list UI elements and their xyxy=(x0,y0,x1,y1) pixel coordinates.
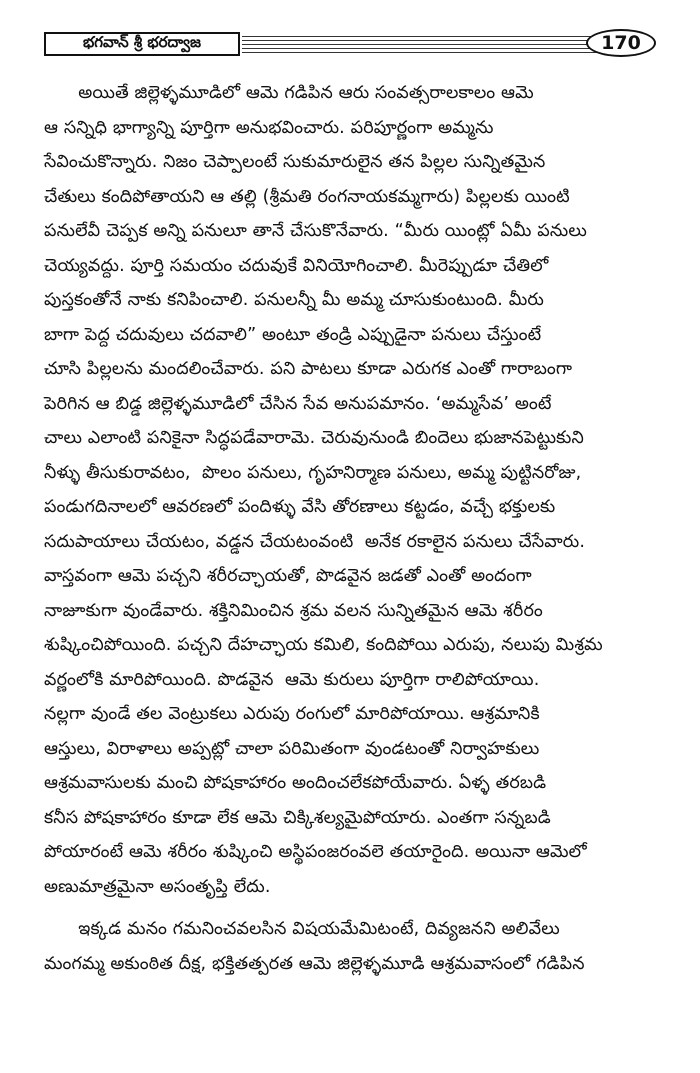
text-line: చూసి పిల్లలను మందలించేవారు. పని పాటలు కూడా ఎరుగక ఎంతో గారాబంగా xyxy=(44,359,573,379)
text-line: పనులేవీ చెప్పక అన్ని పనులూ తానే చేసుకొనేవారు. “మీరు యింట్లో ఏమీ పనులు xyxy=(44,221,587,241)
page-body xyxy=(44,76,658,981)
text-line: వాస్తవంగా ఆమె పచ్చని శరీరచ్ఛాయతో, పొడవైన జడతో ఎంతో అందంగా xyxy=(44,566,532,586)
text-line: ఆ సన్నిధి భాగ్యాన్ని పూర్తిగా అనుభవించారు. పరిపూర్ణంగా అమ్మను xyxy=(44,117,494,138)
text-line: నల్లగా వుండే తల వెంట్రుకలు ఎరుపు రంగులో మారిపోయాయి. ఆశ్రమానికి xyxy=(44,704,540,724)
text-line: బాగా పెద్ద చదువులు చదవాలి” అంటూ తండ్రి ఎప్పుడైనా పనులు చేస్తుంటే xyxy=(44,324,542,345)
text-line: మంగమ్మ అకుంఠిత దీక్ష, భక్తితత్పరత ఆమె జిల్లెళ్ళమూడి ఆశ్రమవాసంలో గడిపిన xyxy=(44,953,585,974)
text-line: అయితే జిల్లెళ్ళమూడిలో ఆమె గడిపిన ఆరు సంవత్సరాలకాలం ఆమె xyxy=(44,83,534,103)
book-title: భగవాన్ శ్రీ భరద్వాజ xyxy=(44,32,240,56)
paragraph xyxy=(44,912,658,981)
text-line: పుస్తకంతోనే నాకు కనిపించాలి. పనులన్నీ మీ అమ్మ చూసుకుంటుంది. మీరు xyxy=(44,290,544,310)
text-line: ఆశ్రమవాసులకు మంచి పోషకాహారం అందించలేకపోయేవారు. ఏళ్ళ తరబడి xyxy=(44,773,547,793)
page-header xyxy=(44,28,656,62)
text-line: పోయారంటే ఆమె శరీరం శుష్కించి అస్థిపంజరంవలె తయారైంది. అయినా ఆమెలో xyxy=(44,842,587,862)
text-line: శుష్కించిపోయింది. పచ్చని దేహచ్ఛాయ కమిలి, కందిపోయి ఎరుపు, నలుపు మిశ్రమ xyxy=(44,635,603,655)
text-line: ఆస్తులు, విరాళాలు అప్పట్లో చాలా పరిమితంగా వుండటంతో నిర్వాహకులు xyxy=(44,738,540,759)
text-line: చేతులు కందిపోతాయని ఆ తల్లి (శ్రీమతి రంగనాయకమ్మగారు) పిల్లలకు యింటి xyxy=(44,186,570,207)
header-rules xyxy=(242,36,614,54)
text-line: పండుగదినాలలో ఆవరణలో పందిళ్ళు వేసి తోరణాలు కట్టడం, వచ్చే భక్తులకు xyxy=(44,497,556,517)
text-line: సేవించుకొన్నారు. నిజం చెప్పాలంటే సుకుమారులైన తన పిల్లల సున్నితమైన xyxy=(44,152,546,172)
text-line: కనీస పోషకాహారం కూడా లేక ఆమె చిక్కిశల్యమైపోయారు. ఎంతగా సన్నబడి xyxy=(44,807,551,828)
text-line: వర్ణంలోకి మారిపోయింది. పొడవైన ఆమె కురులు పూర్తిగా రాలిపోయాయి. xyxy=(44,669,540,690)
text-line: నీళ్ళు తీసుకురావటం, పొలం పనులు, గృహనిర్మాణ పనులు, అమ్మ పుట్టినరోజు, xyxy=(44,462,582,483)
text-line: చాలు ఎలాంటి పనికైనా సిద్ధపడేవారామె. చెరువునుండి బిందెలు భుజానపెట్టుకుని xyxy=(44,428,584,448)
text-line: పెరిగిన ఆ బిడ్డ జిల్లెళ్ళమూడిలో చేసిన సేవ అనుపమానం. ‘అమ్మసేవ’ అంటే xyxy=(44,393,552,414)
text-line: అణుమాత్రమైనా అసంతృప్తి లేదు. xyxy=(44,876,271,897)
page-number: 170 xyxy=(586,29,656,57)
paragraph xyxy=(44,76,658,904)
text-line: ఇక్కడ మనం గమనించవలసిన విషయమేమిటంటే, దివ్యజనని అలివేలు xyxy=(44,919,560,939)
text-line: చెయ్యవద్దు. పూర్తి సమయం చదువుకే వినియోగించాలి. మీరెప్పుడూ చేతిలో xyxy=(44,255,549,276)
text-line: నాజూకుగా వుండేవారు. శక్తినిమించిన శ్రమ వలన సున్నితమైన ఆమె శరీరం xyxy=(44,600,543,621)
text-line: సదుపాయాలు చేయటం, వడ్డన చేయటంవంటి అనేక రకాలైన పనులు చేసేవారు. xyxy=(44,531,586,552)
